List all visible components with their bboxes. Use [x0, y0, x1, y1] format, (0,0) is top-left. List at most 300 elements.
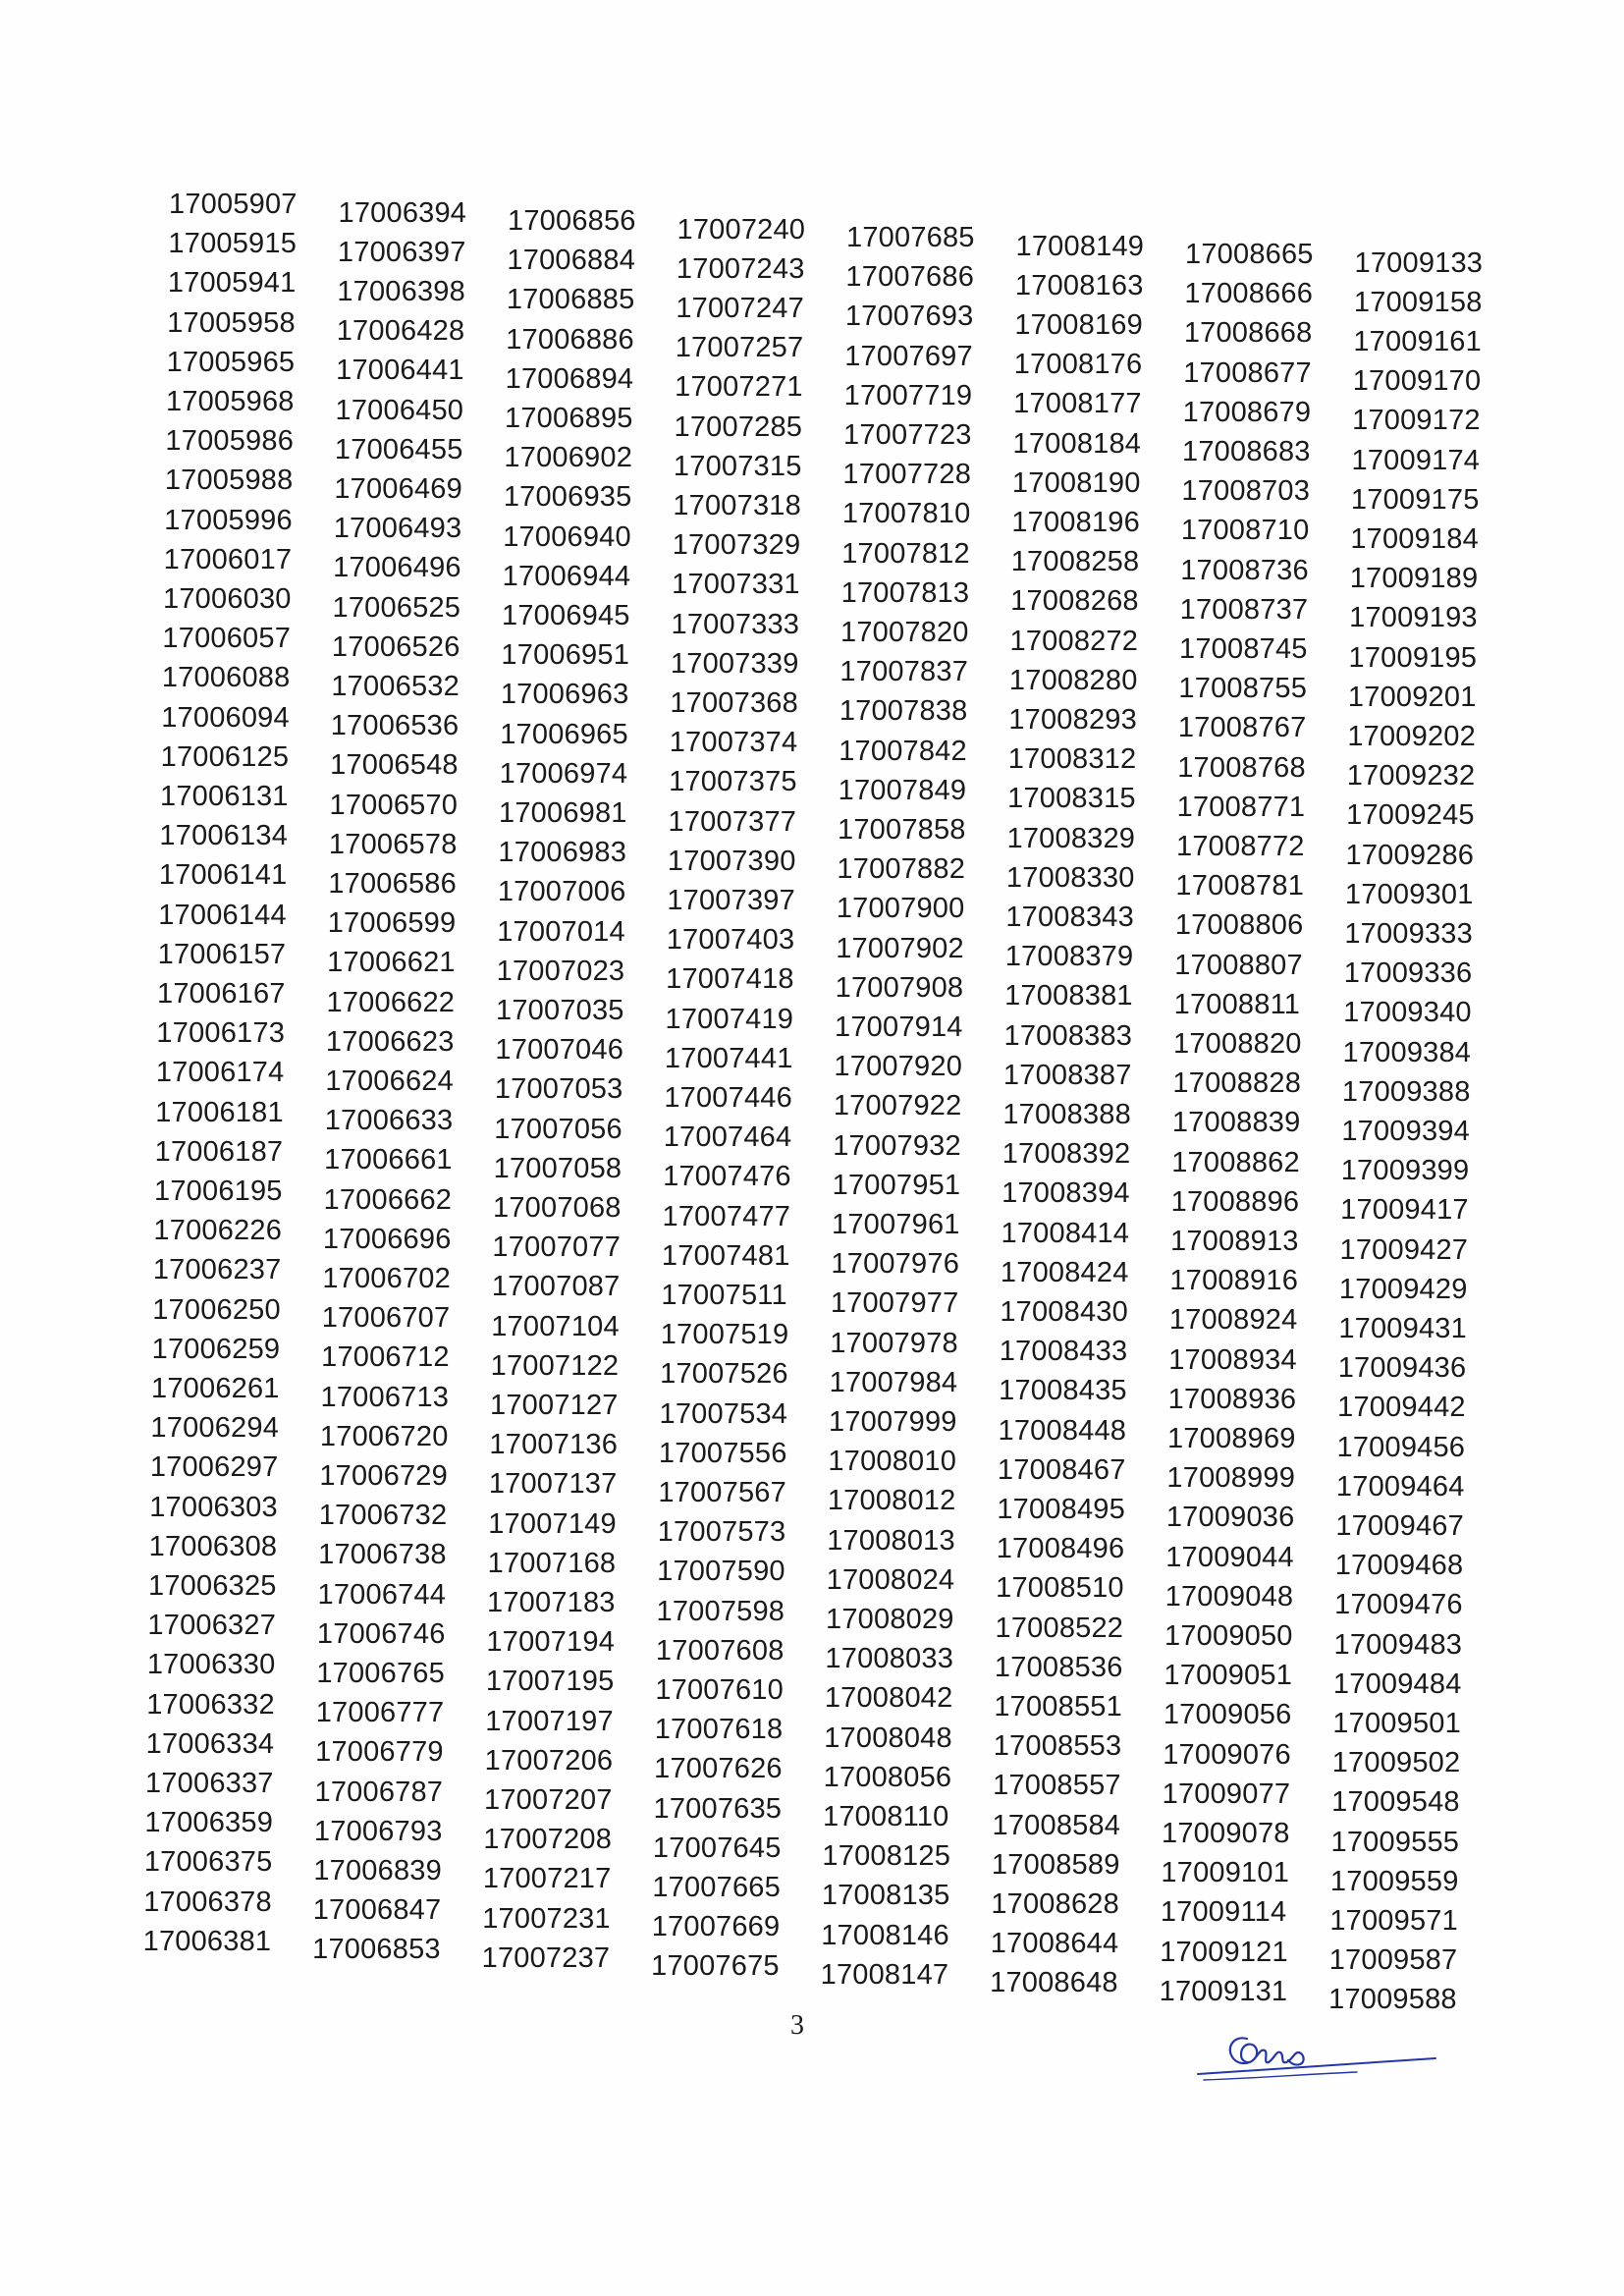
- roll-number: 17008013: [827, 1524, 955, 1557]
- roll-number: 17006853: [312, 1934, 441, 1966]
- roll-number: 17006963: [500, 679, 629, 711]
- roll-number: 17006777: [315, 1697, 445, 1729]
- roll-number: 17007183: [487, 1587, 616, 1618]
- roll-number: 17008665: [1185, 239, 1314, 270]
- roll-number: 17008522: [995, 1612, 1124, 1644]
- roll-number: 17005986: [165, 425, 295, 458]
- roll-number: 17007333: [671, 608, 800, 640]
- roll-number: 17006895: [505, 403, 633, 434]
- roll-number: 17008781: [1175, 870, 1305, 902]
- roll-number: 17006332: [146, 1688, 275, 1721]
- roll-number: 17006441: [336, 355, 464, 387]
- roll-number: 17006945: [502, 600, 630, 631]
- roll-number: 17008772: [1176, 831, 1305, 862]
- roll-number: 17009044: [1165, 1541, 1294, 1573]
- roll-number: 17007977: [830, 1287, 959, 1320]
- roll-number: 17008666: [1184, 278, 1314, 310]
- roll-number: 17007932: [833, 1129, 961, 1162]
- roll-number: 17009050: [1164, 1620, 1293, 1652]
- roll-number: 17007206: [484, 1744, 614, 1777]
- roll-number: 17009077: [1162, 1777, 1291, 1810]
- roll-number: 17009051: [1164, 1660, 1293, 1692]
- roll-number: 17007999: [829, 1406, 957, 1438]
- roll-number: 17007900: [836, 893, 965, 925]
- roll-number: 17007719: [843, 379, 973, 411]
- roll-number: 17009340: [1343, 997, 1472, 1029]
- roll-number: 17006548: [330, 749, 459, 782]
- roll-number: 17008771: [1176, 791, 1306, 823]
- roll-number: 17008644: [990, 1928, 1119, 1960]
- roll-number: 17007127: [490, 1390, 619, 1421]
- roll-number: 17006526: [331, 630, 460, 663]
- roll-number: 17006325: [148, 1570, 277, 1602]
- roll-number: 17008551: [994, 1690, 1122, 1722]
- roll-number: 17006450: [335, 394, 464, 426]
- roll-number: 17009571: [1329, 1904, 1458, 1937]
- roll-number: 17008110: [823, 1801, 949, 1832]
- roll-number: 17007056: [494, 1113, 623, 1145]
- roll-number: 17005915: [168, 228, 298, 260]
- roll-number: 17006134: [159, 820, 289, 852]
- roll-number: 17006259: [151, 1333, 281, 1365]
- roll-number: 17008387: [1002, 1059, 1132, 1091]
- roll-number: 17007136: [489, 1429, 619, 1461]
- roll-number: 17009048: [1164, 1580, 1294, 1613]
- roll-number: 17007728: [842, 459, 972, 491]
- roll-number: 17007635: [653, 1792, 783, 1825]
- roll-number: 17007902: [836, 932, 964, 964]
- roll-number: 17007608: [655, 1634, 785, 1667]
- roll-number: 17008293: [1008, 703, 1137, 736]
- roll-number: 17006856: [508, 205, 636, 237]
- roll-number: 17007978: [830, 1327, 958, 1359]
- roll-number: 17007006: [497, 876, 626, 908]
- roll-number: 17006334: [145, 1727, 275, 1760]
- number-column: [1328, 244, 1524, 2050]
- roll-number: 17007419: [665, 1003, 794, 1035]
- roll-number: 17005941: [167, 267, 297, 300]
- roll-number: 17006174: [155, 1057, 285, 1089]
- roll-number: 17009333: [1344, 917, 1473, 950]
- roll-number: 17008510: [996, 1572, 1124, 1605]
- roll-number: 17009388: [1341, 1075, 1471, 1108]
- roll-number: 17008024: [826, 1563, 955, 1596]
- roll-number: 17009555: [1330, 1826, 1460, 1858]
- roll-number: 17006779: [315, 1736, 444, 1769]
- roll-number: 17006586: [328, 867, 457, 900]
- roll-number: 17007087: [491, 1271, 621, 1303]
- roll-number: 17007534: [659, 1397, 788, 1430]
- roll-number: 17009114: [1160, 1896, 1287, 1929]
- roll-number: 17007014: [497, 915, 625, 948]
- roll-number: 17008679: [1182, 396, 1312, 428]
- roll-number: 17008135: [821, 1880, 950, 1912]
- roll-number: 17006381: [142, 1925, 272, 1957]
- roll-number: 17007477: [662, 1200, 791, 1232]
- roll-number-grid: [142, 185, 1494, 2016]
- roll-number: 17008999: [1166, 1462, 1296, 1495]
- roll-number: 17006578: [328, 828, 458, 860]
- roll-number: 17008924: [1168, 1304, 1298, 1337]
- roll-number: 17007377: [668, 805, 797, 838]
- roll-number: 17008379: [1004, 941, 1134, 973]
- roll-number: 17006940: [503, 520, 631, 553]
- roll-number: 17008745: [1179, 633, 1308, 665]
- roll-number: 17008767: [1177, 712, 1307, 744]
- roll-number: 17007922: [833, 1090, 962, 1122]
- roll-number: 17007285: [674, 410, 803, 443]
- roll-number: 17006884: [507, 245, 636, 277]
- roll-number: 17007882: [837, 853, 966, 886]
- roll-number: 17007951: [832, 1169, 961, 1201]
- roll-number: 17006746: [316, 1617, 446, 1650]
- roll-number: 17007329: [672, 529, 801, 562]
- roll-number: 17008828: [1172, 1067, 1302, 1100]
- roll-number: 17008343: [1005, 901, 1134, 933]
- roll-number: 17008280: [1008, 664, 1138, 696]
- roll-number: 17007195: [485, 1666, 615, 1698]
- roll-number: 17006532: [331, 670, 460, 702]
- roll-number: 17007217: [482, 1863, 612, 1895]
- roll-number: 17007481: [661, 1239, 790, 1272]
- roll-number: 17008896: [1170, 1185, 1300, 1218]
- roll-number: 17008913: [1170, 1226, 1299, 1257]
- roll-number: 17006261: [151, 1373, 280, 1404]
- roll-number: 17006951: [501, 639, 630, 672]
- roll-number: 17005988: [164, 465, 294, 497]
- roll-number: 17009232: [1346, 760, 1476, 793]
- roll-number: 17008648: [990, 1967, 1118, 1999]
- roll-number: 17008820: [1173, 1028, 1302, 1060]
- roll-number: 17007207: [484, 1784, 613, 1816]
- roll-number: 17006720: [319, 1420, 449, 1452]
- roll-number: 17007573: [657, 1516, 786, 1549]
- roll-number: 17007104: [491, 1310, 620, 1342]
- roll-number: 17009456: [1336, 1431, 1466, 1463]
- roll-number: 17007920: [834, 1051, 963, 1083]
- roll-number: 17009468: [1334, 1550, 1464, 1582]
- roll-number: 17006167: [157, 978, 286, 1010]
- roll-number: 17006337: [145, 1768, 274, 1799]
- roll-number: 17006057: [162, 623, 292, 655]
- number-column: [820, 218, 1015, 2025]
- roll-number: 17007810: [841, 498, 971, 530]
- number-column: [312, 193, 508, 2000]
- roll-number: 17007669: [651, 1911, 781, 1943]
- roll-number: 17006455: [334, 433, 463, 465]
- roll-number: 17007403: [666, 924, 795, 957]
- roll-number: 17008258: [1010, 546, 1140, 578]
- roll-number: 17007339: [670, 647, 799, 680]
- roll-number: 17006250: [152, 1293, 281, 1326]
- roll-number: 17009484: [1332, 1667, 1462, 1700]
- roll-number: 17006744: [317, 1578, 447, 1611]
- roll-number: 17009133: [1354, 246, 1484, 279]
- roll-number: 17008268: [1010, 585, 1139, 618]
- roll-number: 17008806: [1174, 909, 1304, 942]
- roll-number: 17006493: [333, 513, 462, 545]
- roll-number: 17009121: [1160, 1936, 1288, 1968]
- roll-number: 17009417: [1340, 1194, 1469, 1227]
- roll-number: 17006702: [322, 1262, 451, 1294]
- roll-number: 17006125: [160, 740, 290, 773]
- roll-number: 17007197: [485, 1705, 614, 1737]
- roll-number: 17007149: [488, 1507, 617, 1540]
- roll-number: 17008329: [1006, 822, 1136, 854]
- roll-number: 17009399: [1340, 1155, 1470, 1187]
- roll-number: 17005965: [166, 346, 296, 378]
- roll-number: 17008969: [1167, 1423, 1296, 1454]
- roll-number: 17008033: [825, 1643, 954, 1675]
- roll-number: 17009193: [1349, 602, 1478, 634]
- roll-number: 17007519: [660, 1319, 789, 1351]
- roll-number: 17008414: [1001, 1217, 1130, 1249]
- roll-number: 17008435: [999, 1375, 1127, 1407]
- roll-number: 17007976: [831, 1248, 960, 1281]
- roll-number: 17007397: [667, 884, 795, 916]
- roll-number: 17007813: [840, 576, 970, 609]
- roll-number: 17007194: [486, 1626, 616, 1659]
- roll-number: 17007318: [673, 489, 801, 521]
- roll-number: 17009476: [1334, 1589, 1463, 1621]
- roll-number: 17009195: [1348, 641, 1478, 674]
- roll-number: 17008433: [999, 1336, 1128, 1368]
- roll-number: 17008448: [998, 1414, 1127, 1447]
- roll-number: 17008584: [992, 1809, 1121, 1841]
- roll-number: 17007598: [656, 1595, 785, 1627]
- roll-number: 17009442: [1337, 1392, 1466, 1424]
- roll-number: 17008589: [991, 1848, 1120, 1881]
- roll-number: 17009501: [1332, 1707, 1461, 1739]
- number-column: [990, 227, 1185, 2034]
- roll-number: 17007567: [658, 1476, 786, 1508]
- roll-number: 17006303: [149, 1491, 278, 1523]
- roll-number: 17008392: [1001, 1138, 1131, 1171]
- number-column: [1159, 235, 1354, 2042]
- roll-number: 17009483: [1333, 1628, 1463, 1661]
- roll-number: 17006787: [314, 1776, 444, 1808]
- roll-number: 17009202: [1347, 720, 1476, 752]
- roll-number: 17009245: [1346, 799, 1475, 832]
- roll-number: 17007812: [841, 537, 970, 570]
- roll-number: 17008147: [820, 1958, 949, 1991]
- roll-number: 17008176: [1013, 349, 1143, 381]
- roll-number: 17008553: [993, 1730, 1122, 1763]
- roll-number: 17008012: [827, 1485, 956, 1517]
- roll-number: 17009436: [1337, 1352, 1467, 1385]
- roll-number: 17007418: [666, 963, 794, 996]
- roll-number: 17006375: [143, 1846, 273, 1879]
- roll-number: 17006707: [321, 1302, 451, 1335]
- roll-number: 17007375: [669, 766, 797, 798]
- roll-number: 17007331: [672, 569, 800, 601]
- roll-number: 17006536: [330, 710, 460, 742]
- roll-number: 17006181: [155, 1096, 284, 1128]
- roll-number: 17009431: [1338, 1312, 1467, 1344]
- roll-number: 17009078: [1162, 1818, 1290, 1849]
- roll-number: 17007208: [483, 1824, 613, 1856]
- roll-number: 17009548: [1331, 1786, 1460, 1819]
- roll-number: 17008388: [1002, 1098, 1131, 1130]
- roll-number: 17008190: [1011, 466, 1141, 499]
- roll-number: 17008196: [1011, 506, 1140, 538]
- roll-number: 17006308: [148, 1530, 278, 1562]
- roll-number: 17005907: [169, 189, 298, 220]
- roll-number: 17007368: [670, 686, 798, 719]
- roll-number: 17007723: [843, 419, 972, 451]
- roll-number: 17006394: [338, 196, 467, 229]
- roll-number: 17008811: [1173, 988, 1301, 1020]
- roll-number: 17007271: [675, 371, 803, 404]
- roll-number: 17006712: [321, 1341, 450, 1374]
- roll-number: 17008330: [1005, 861, 1135, 894]
- roll-number: 17006965: [500, 718, 628, 750]
- roll-number: 17008936: [1167, 1383, 1297, 1415]
- roll-number: 17005968: [166, 386, 295, 417]
- roll-number: 17008163: [1014, 269, 1144, 301]
- roll-number: 17007374: [669, 727, 798, 759]
- roll-number: 17007446: [664, 1081, 792, 1114]
- roll-number: 17006935: [503, 481, 632, 514]
- roll-number: 17009394: [1341, 1115, 1470, 1147]
- roll-number: 17008177: [1013, 388, 1142, 420]
- roll-number: 17007908: [835, 971, 964, 1004]
- roll-number: 17006030: [163, 583, 292, 615]
- roll-number: 17008839: [1171, 1107, 1301, 1139]
- roll-number: 17007315: [673, 450, 802, 482]
- roll-number: 17007675: [651, 1950, 780, 1983]
- roll-number: 17006599: [327, 907, 457, 940]
- roll-number: 17008737: [1179, 593, 1309, 626]
- roll-number: 17006496: [333, 552, 461, 584]
- roll-number: 17005958: [167, 306, 296, 339]
- roll-number: 17006157: [157, 938, 287, 970]
- roll-number: 17008424: [1000, 1256, 1129, 1288]
- number-column: [651, 210, 846, 2017]
- roll-number: 17006624: [325, 1065, 454, 1097]
- roll-number: 17007849: [838, 774, 967, 806]
- roll-number: 17007842: [839, 735, 967, 767]
- roll-number: 17007610: [655, 1673, 784, 1706]
- roll-number: 17007237: [481, 1941, 611, 1974]
- roll-number: 17006839: [313, 1854, 442, 1886]
- roll-number: 17008668: [1183, 317, 1313, 350]
- roll-number: 17008042: [824, 1682, 953, 1715]
- roll-number: 17008149: [1015, 230, 1145, 262]
- roll-number: 17007697: [844, 340, 973, 372]
- roll-number: 17009301: [1344, 878, 1474, 910]
- roll-number: 17006623: [325, 1025, 455, 1058]
- roll-number: 17007820: [840, 617, 969, 648]
- roll-number: 17007665: [652, 1871, 781, 1903]
- roll-number: 17006378: [143, 1886, 272, 1918]
- roll-number: 17006327: [147, 1610, 277, 1642]
- roll-number: 17006729: [319, 1459, 448, 1492]
- roll-number: 17006397: [337, 236, 466, 268]
- roll-number: 17006983: [498, 837, 627, 869]
- roll-number: 17006294: [150, 1412, 280, 1445]
- roll-number: 17006525: [332, 591, 461, 624]
- roll-number: 17007058: [493, 1152, 623, 1184]
- roll-number: 17006847: [312, 1894, 442, 1927]
- roll-number: 17008056: [823, 1761, 952, 1793]
- roll-number: 17009158: [1353, 286, 1483, 318]
- signature: [1190, 2013, 1445, 2092]
- roll-number: 17007618: [654, 1714, 784, 1746]
- roll-number: 17007693: [844, 301, 974, 333]
- roll-number: 17006902: [504, 442, 633, 474]
- roll-number: 17009384: [1342, 1036, 1472, 1068]
- roll-number: 17006428: [336, 315, 465, 348]
- roll-number: 17006974: [499, 757, 628, 790]
- roll-number: 17007511: [661, 1279, 787, 1311]
- roll-number: 17008710: [1180, 515, 1310, 547]
- roll-number: 17007068: [493, 1192, 622, 1224]
- roll-number: 17009587: [1328, 1944, 1458, 1977]
- roll-number: 17006732: [318, 1500, 448, 1532]
- roll-number: 17006469: [334, 472, 462, 505]
- roll-number: 17008536: [994, 1651, 1123, 1683]
- roll-number: 17008272: [1009, 625, 1139, 657]
- roll-number: 17008557: [993, 1770, 1121, 1802]
- roll-number: 17007035: [496, 995, 624, 1026]
- roll-number: 17007476: [663, 1161, 791, 1193]
- number-column: [481, 201, 677, 2008]
- roll-number: 17007390: [667, 845, 796, 877]
- roll-number: 17006633: [324, 1105, 454, 1137]
- roll-number: 17006173: [156, 1017, 286, 1050]
- roll-number: 17008467: [997, 1453, 1126, 1486]
- roll-number: 17008736: [1180, 554, 1309, 586]
- roll-number: 17007914: [835, 1011, 963, 1043]
- roll-number: 17007626: [654, 1753, 783, 1785]
- roll-number: 17006662: [323, 1183, 453, 1216]
- roll-number: 17008683: [1182, 436, 1311, 467]
- roll-number: 17006765: [316, 1657, 445, 1689]
- roll-number: 17005996: [164, 504, 293, 536]
- roll-number: 17008029: [826, 1604, 954, 1635]
- roll-number: 17008862: [1171, 1146, 1300, 1178]
- roll-number: 17006885: [506, 284, 635, 316]
- roll-number: 17008934: [1168, 1343, 1297, 1376]
- roll-number: 17009101: [1161, 1857, 1290, 1889]
- roll-number: 17007590: [657, 1556, 785, 1588]
- roll-number: 17007961: [832, 1209, 960, 1240]
- number-column: [142, 185, 338, 1992]
- roll-number: 17006622: [326, 986, 456, 1018]
- roll-number: 17008184: [1012, 427, 1142, 460]
- roll-number: 17007046: [495, 1034, 624, 1066]
- roll-number: 17006088: [161, 662, 291, 694]
- roll-number: 17009429: [1338, 1273, 1468, 1305]
- roll-number: 17008628: [991, 1887, 1119, 1920]
- roll-number: 17007441: [664, 1042, 793, 1074]
- roll-number: 17008312: [1007, 743, 1137, 776]
- roll-number: 17007645: [652, 1831, 782, 1864]
- roll-number: 17009467: [1335, 1509, 1464, 1542]
- roll-number: 17006144: [158, 899, 287, 931]
- roll-number: 17009172: [1352, 405, 1481, 437]
- roll-number: 17009559: [1329, 1865, 1459, 1897]
- roll-number: 17009336: [1343, 957, 1473, 990]
- roll-number: 17007023: [496, 955, 625, 987]
- roll-number: 17009131: [1159, 1975, 1288, 2007]
- roll-number: 17006894: [505, 362, 634, 395]
- roll-number: 17007053: [494, 1073, 623, 1106]
- roll-number: 17008768: [1177, 751, 1306, 784]
- roll-number: 17009502: [1331, 1747, 1461, 1779]
- roll-number: 17006195: [154, 1175, 283, 1207]
